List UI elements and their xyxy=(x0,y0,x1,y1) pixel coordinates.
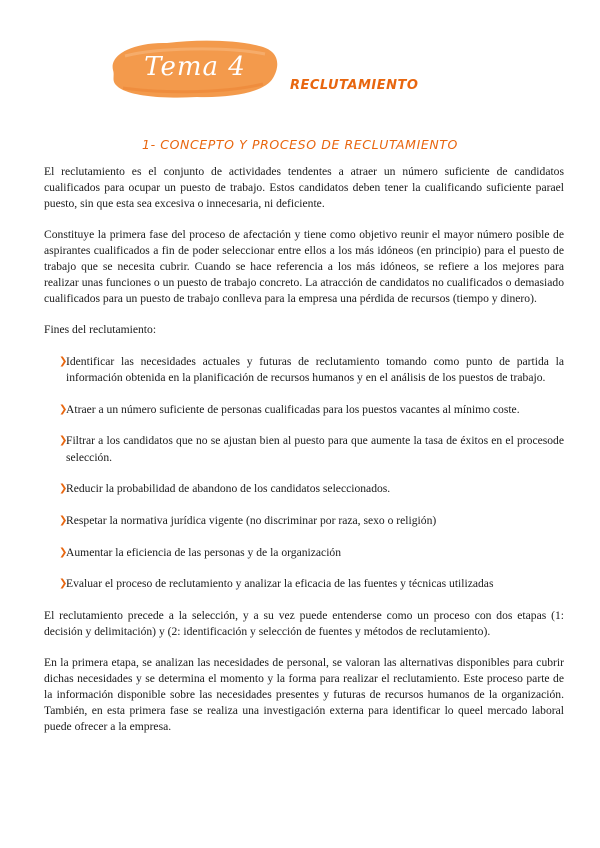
list-item: ❯ Reducir la probabilidad de abandono de los candidatos seleccionados. xyxy=(44,481,564,497)
chevron-right-icon: ❯ xyxy=(59,403,68,415)
document-body xyxy=(44,164,564,750)
chevron-right-icon: ❯ xyxy=(59,546,68,558)
chapter-title: RECLUTAMIENTO xyxy=(290,78,419,93)
chevron-right-icon: ❯ xyxy=(59,578,68,590)
paragraph: El reclutamiento es el conjunto de actividades tendentes a atraer un número suficiente de candidatos cualificados para ocupar un puesto de trabajo. Estos candidatos deben tener la cualificando suficiente parael puesto, sin que esta sea excesiva o innecesaria, ni deficiente. xyxy=(44,165,564,211)
paragraph: Fines del reclutamiento: xyxy=(44,322,157,336)
bullet-list xyxy=(44,354,564,593)
chevron-right-icon: ❯ xyxy=(59,435,68,447)
chevron-right-icon: ❯ xyxy=(59,515,68,527)
list-item: ❯ Aumentar la eficiencia de las personas y de la organización xyxy=(44,545,564,561)
paragraph: Constituye la primera fase del proceso de afectación y tiene como objetivo reunir el mayor número posible de aspirantes cualificados a fin de poder seleccionar entre ellos a los más idóneos (en principio) para el puesto de trabajo que se necesita cubrir. Cuando se hace referencia a los más idóneos, se refiere a los mejores para realizar unas funciones o un puesto de trabajo concreto. La atracción de candidatos no cualificados o demasiado cualificados para un puesto de trabajo conlleva para la empresa una pérdida de recursos (tiempo y dinero). xyxy=(44,227,564,306)
tema-label: Tema 4 xyxy=(144,52,246,82)
list-item: ❯ Respetar la normativa jurídica vigente (no discriminar por raza, sexo o religión) xyxy=(44,513,564,529)
list-item: ❯ Identificar las necesidades actuales y futuras de reclutamiento tomando como punto de partida la información obtenida en la planificación de recursos humanos y en el análisis de los puestos de trabajo. xyxy=(59,354,564,385)
section-title: 1- CONCEPTO Y PROCESO DE RECLUTAMIENTO xyxy=(142,137,458,152)
chevron-right-icon: ❯ xyxy=(59,483,68,495)
paragraph: En la primera etapa, se analizan las necesidades de personal, se valoran las alternativas disponibles para cubrir dichas necesidades y se determina el momento y la forma para realizar el reclutamiento. Este proceso parte de la información disponible sobre las necesidades presentes y futuras de recursos humanos de la organización. También, en esta primera fase se realiza una investigación externa para identificar lo queel mercado laboral puede ofrecer a la empresa. xyxy=(44,655,564,734)
paragraph: El reclutamiento precede a la selección, y a su vez puede entenderse como un proceso con dos etapas (1: decisión y delimitación) y (2: identificación y selección de fuentes y métodos de reclutamiento). xyxy=(44,609,564,639)
list-item: ❯ Filtrar a los candidatos que no se ajustan bien al puesto para que aumente la tasa de éxitos en el procesode selección. xyxy=(59,434,564,464)
chevron-right-icon: ❯ xyxy=(59,355,68,367)
list-item: ❯ Atraer a un número suficiente de personas cualificadas para los puestos vacantes al mínimo coste. xyxy=(44,402,564,418)
page-header xyxy=(0,0,600,120)
list-item: ❯ Evaluar el proceso de reclutamiento y analizar la eficacia de las fuentes y técnicas utilizadas xyxy=(44,576,564,592)
